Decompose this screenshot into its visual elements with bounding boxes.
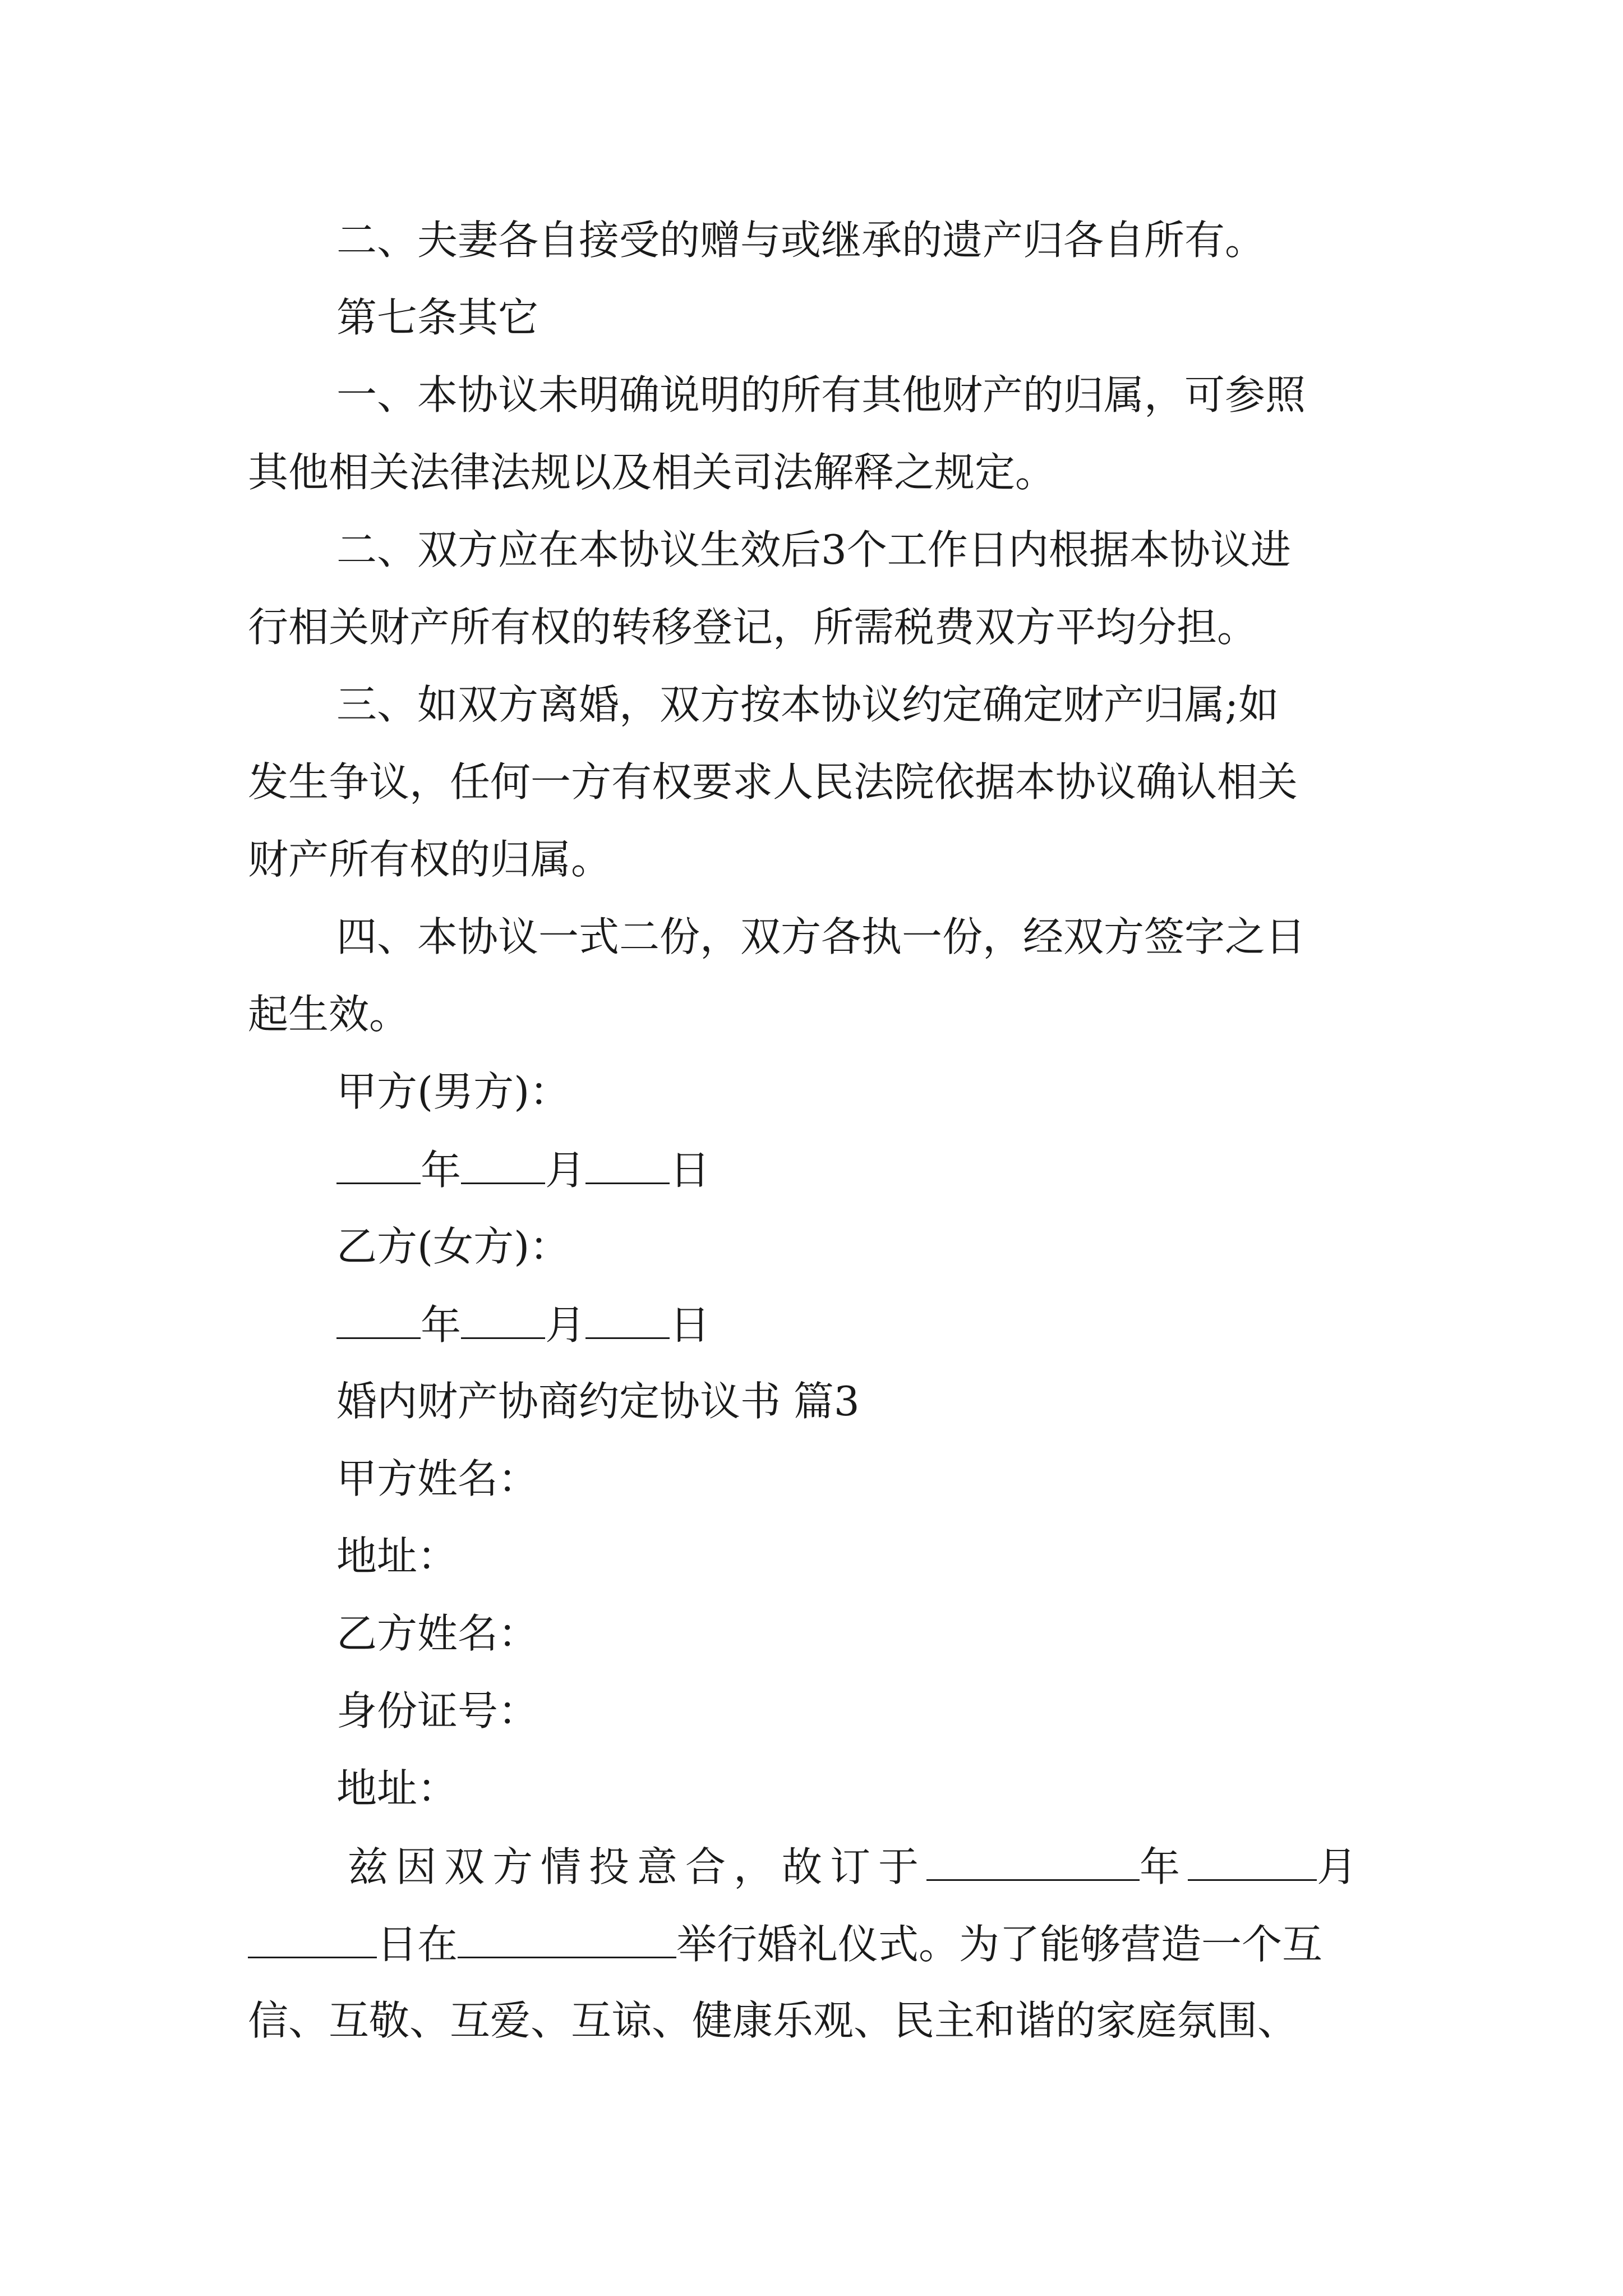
day-label: 日 — [670, 1147, 711, 1194]
day-blank — [585, 1149, 670, 1184]
section-heading: 第七条其它 — [336, 294, 539, 341]
year-blank — [336, 1149, 421, 1184]
text-line: 行相关财产所有权的转移登记，所需税费双方平均分担。 — [248, 604, 1258, 651]
party-b-name-label: 乙方姓名： — [336, 1610, 539, 1657]
text-line: 其他相关法律法规以及相关司法解释之规定。 — [248, 449, 1056, 496]
day-blank — [585, 1304, 670, 1339]
party-a-signature-label: 甲方(男方)： — [336, 1068, 570, 1115]
text-line: 二、夫妻各自接受的赠与或继承的遗产归各自所有。 — [336, 217, 1266, 264]
text-line: 起生效。 — [248, 991, 410, 1038]
text-line: 信、互敬、互爱、互谅、健康乐观、民主和谐的家庭氛围、 — [248, 1997, 1298, 2044]
text-fragment: 兹因双方情投意合，故订于 — [348, 1843, 927, 1890]
month-blank — [461, 1149, 545, 1184]
month-label: 月 — [1317, 1843, 1366, 1890]
party-a-date-line — [336, 1147, 711, 1194]
text-line — [248, 1921, 1323, 1968]
text-line: 二、双方应在本协议生效后3个工作日内根据本协议进 — [336, 526, 1291, 573]
text-line: 一、本协议未明确说明的所有其他财产的归属，可参照 — [336, 371, 1306, 418]
document-title: 婚内财产协商约定协议书 篇3 — [336, 1378, 860, 1425]
text-line — [348, 1843, 1366, 1890]
party-b-date-line — [336, 1301, 711, 1349]
month-label: 月 — [545, 1147, 586, 1194]
wedding-month-blank — [1188, 1846, 1317, 1881]
wedding-year-blank — [926, 1846, 1140, 1881]
party-a-address-label: 地址： — [336, 1533, 458, 1580]
wedding-place-blank — [458, 1923, 676, 1958]
text-line: 财产所有权的归属。 — [248, 836, 612, 883]
text-line: 三、如双方离婚，双方按本协议约定确定财产归属;如 — [336, 681, 1279, 728]
text-fragment: 日在 — [377, 1921, 458, 1968]
month-label: 月 — [545, 1301, 586, 1349]
text-fragment: 举行婚礼仪式。为了能够营造一个互 — [676, 1921, 1323, 1968]
wedding-day-blank — [248, 1923, 377, 1958]
party-b-signature-label: 乙方(女方)： — [336, 1223, 570, 1270]
year-label: 年 — [421, 1301, 462, 1349]
party-a-name-label: 甲方姓名： — [336, 1455, 539, 1502]
year-label: 年 — [421, 1147, 462, 1194]
text-line: 发生争议，任何一方有权要求人民法院依据本协议确认相关 — [248, 758, 1298, 806]
year-blank — [336, 1304, 421, 1339]
month-blank — [461, 1304, 545, 1339]
party-b-id-label: 身份证号： — [336, 1687, 539, 1734]
year-label: 年 — [1140, 1843, 1188, 1890]
day-label: 日 — [670, 1301, 711, 1349]
text-line: 四、本协议一式二份，双方各执一份，经双方签字之日 — [336, 913, 1306, 960]
party-b-address-label: 地址： — [336, 1765, 458, 1812]
